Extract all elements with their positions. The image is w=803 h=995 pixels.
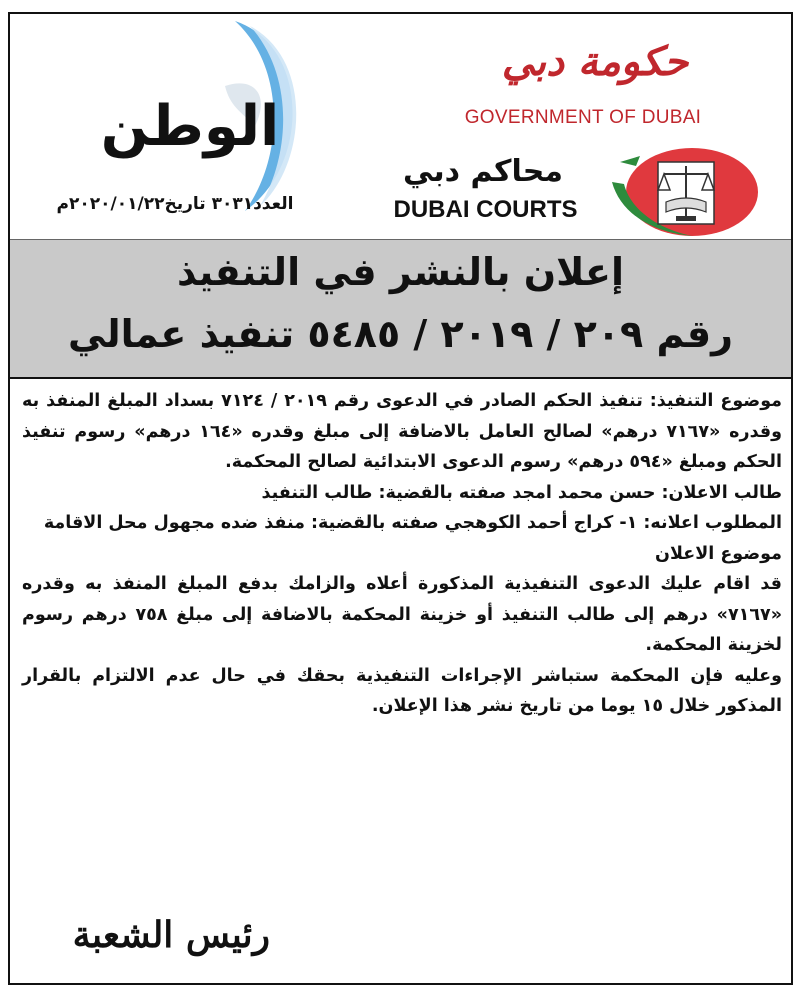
announcement-body <box>22 386 782 722</box>
issue-date-line: العدد٣٠٣١ تاريخ٢٠٢٠/٠١/٢٢م <box>56 194 294 214</box>
announcement-title: إعلان بالنشر في التنفيذ <box>176 250 625 294</box>
scales-of-justice-icon <box>600 142 760 237</box>
government-of-dubai-english: GOVERNMENT OF DUBAI <box>464 107 702 128</box>
advertisement-frame <box>8 12 793 985</box>
notice-text: قد اقام عليك الدعوى التنفيذية المذكورة أعلاه والزامك بدفع المبلغ المنفذ به وقدره «٧١٦٧» درهم إلى طالب التنفيذ أو خزينة المحكمة بالاضافة إلى مبلغ ٧٥٨ درهم رسوم لخزينة المحكمة. <box>22 574 782 655</box>
ad-header <box>10 14 791 239</box>
government-of-dubai-arabic: حكومة دبي <box>501 38 689 85</box>
notice-heading: موضوع الاعلان <box>655 543 782 564</box>
newspaper-name: الوطن <box>100 94 280 159</box>
closing-text: وعليه فإن المحكمة ستباشر الإجراءات التنفيذية بحقك في حال عدم الالتزام بالقرار المذكور خلال ١٥ يوما من تاريخ نشر هذا الإعلان. <box>22 665 782 716</box>
execution-subject: موضوع التنفيذ: تنفيذ الحكم الصادر في الدعوى رقم ٢٠١٩ / ٧١٢٤ بسداد المبلغ المنفذ به وقدره «٧١٦٧ درهم» لصالح العامل بالاضافة إلى مبلغ وقدره «١٦٤ درهم» رسوم تنفيذ الحكم ومبلغ «٥٩٤ درهم» رسوم الدعوى الابتدائية لصالح المحكمة. <box>22 391 783 472</box>
title-band <box>10 239 791 379</box>
dubai-courts-english: DUBAI COURTS <box>393 196 578 223</box>
respondent-line: المطلوب اعلانه: ١- كراج أحمد الكوهجي صفته بالقضية: منفذ ضده مجهول محل الاقامة <box>43 513 782 533</box>
requester-line: طالب الاعلان: حسن محمد امجد صفته بالقضية: طالب التنفيذ <box>261 482 782 503</box>
signature-title: رئيس الشعبة <box>72 914 270 956</box>
dubai-courts-arabic: محاكم دبي <box>403 154 563 189</box>
case-number-title: رقم ٢٠٩ / ٢٠١٩ / ٥٤٨٥ تنفيذ عمالي <box>67 312 734 356</box>
